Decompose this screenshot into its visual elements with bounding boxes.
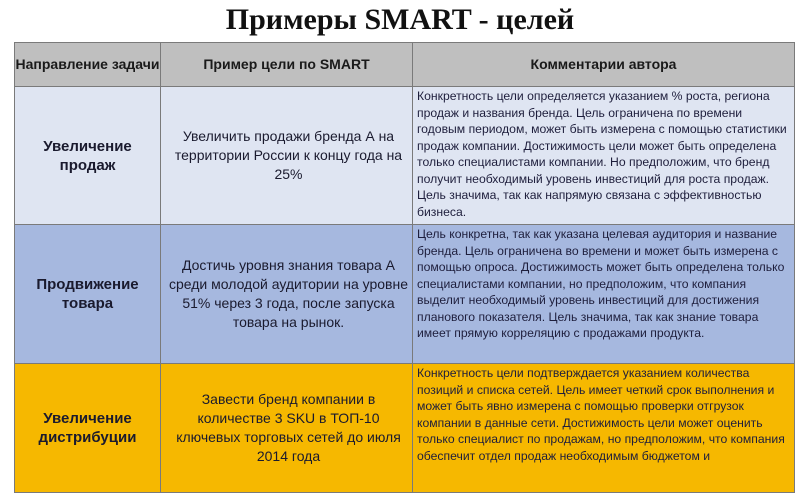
example-cell: Увеличить продажи бренда А на территории России к концу года на 25%	[161, 87, 413, 225]
example-cell: Завести бренд компании в количестве 3 SKU в ТОП-10 ключевых торговых сетей до июля 2014 года	[161, 364, 413, 493]
example-cell: Достичь уровня знания товара А среди молодой аудитории на уровне 51% через 3 года, после запуска товара на рынок.	[161, 225, 413, 364]
table-header-row	[15, 43, 795, 87]
header-direction: Направление задачи	[15, 43, 161, 87]
comment-cell: Цель конкретна, так как указана целевая аудитория и название бренда. Цель ограничена во времени и может быть измерена с помощью опроса. Достижимость может быть определена только специалистами компании, но предположим, что компания выделит необходимый уровень инвестиций для достижения планового показателя. Цель значима, так как знание товара имеет прямую корреляцию с продажами продукта.	[413, 225, 795, 364]
table-row	[15, 225, 795, 364]
header-comment: Комментарии автора	[413, 43, 795, 87]
smart-goals-table	[14, 42, 795, 493]
table-row	[15, 364, 795, 493]
comment-cell: Конкретность цели подтверждается указанием количества позиций и списка сетей. Цель имеет четкий срок выполнения и может быть явно измерена с помощью проверки отгрузок компании в данные сети. Достижимость цели может оценить только специалист по продажам, но предположим, что компания обеспечит отдел продаж необходимым бюджетом и	[413, 364, 795, 493]
table-row	[15, 87, 795, 225]
direction-cell: Увеличение продаж	[15, 87, 161, 225]
direction-cell: Увеличение дистрибуции	[15, 364, 161, 493]
direction-cell: Продвижение товара	[15, 225, 161, 364]
page-title: Примеры SMART - целей	[225, 3, 575, 36]
header-example: Пример цели по SMART	[161, 43, 413, 87]
comment-cell: Конкретность цели определяется указанием % роста, региона продаж и названия бренда. Цель ограничена по времени годовым периодом, может быть измерена с помощью статистики продаж компании. Достижимость цели может быть определена только специалистами компании. Но предположим, что бренд получит необходимый уровень инвестиций для роста продаж. Цель значима, так как напрямую связана с эффективностью бизнеса.	[413, 87, 795, 225]
